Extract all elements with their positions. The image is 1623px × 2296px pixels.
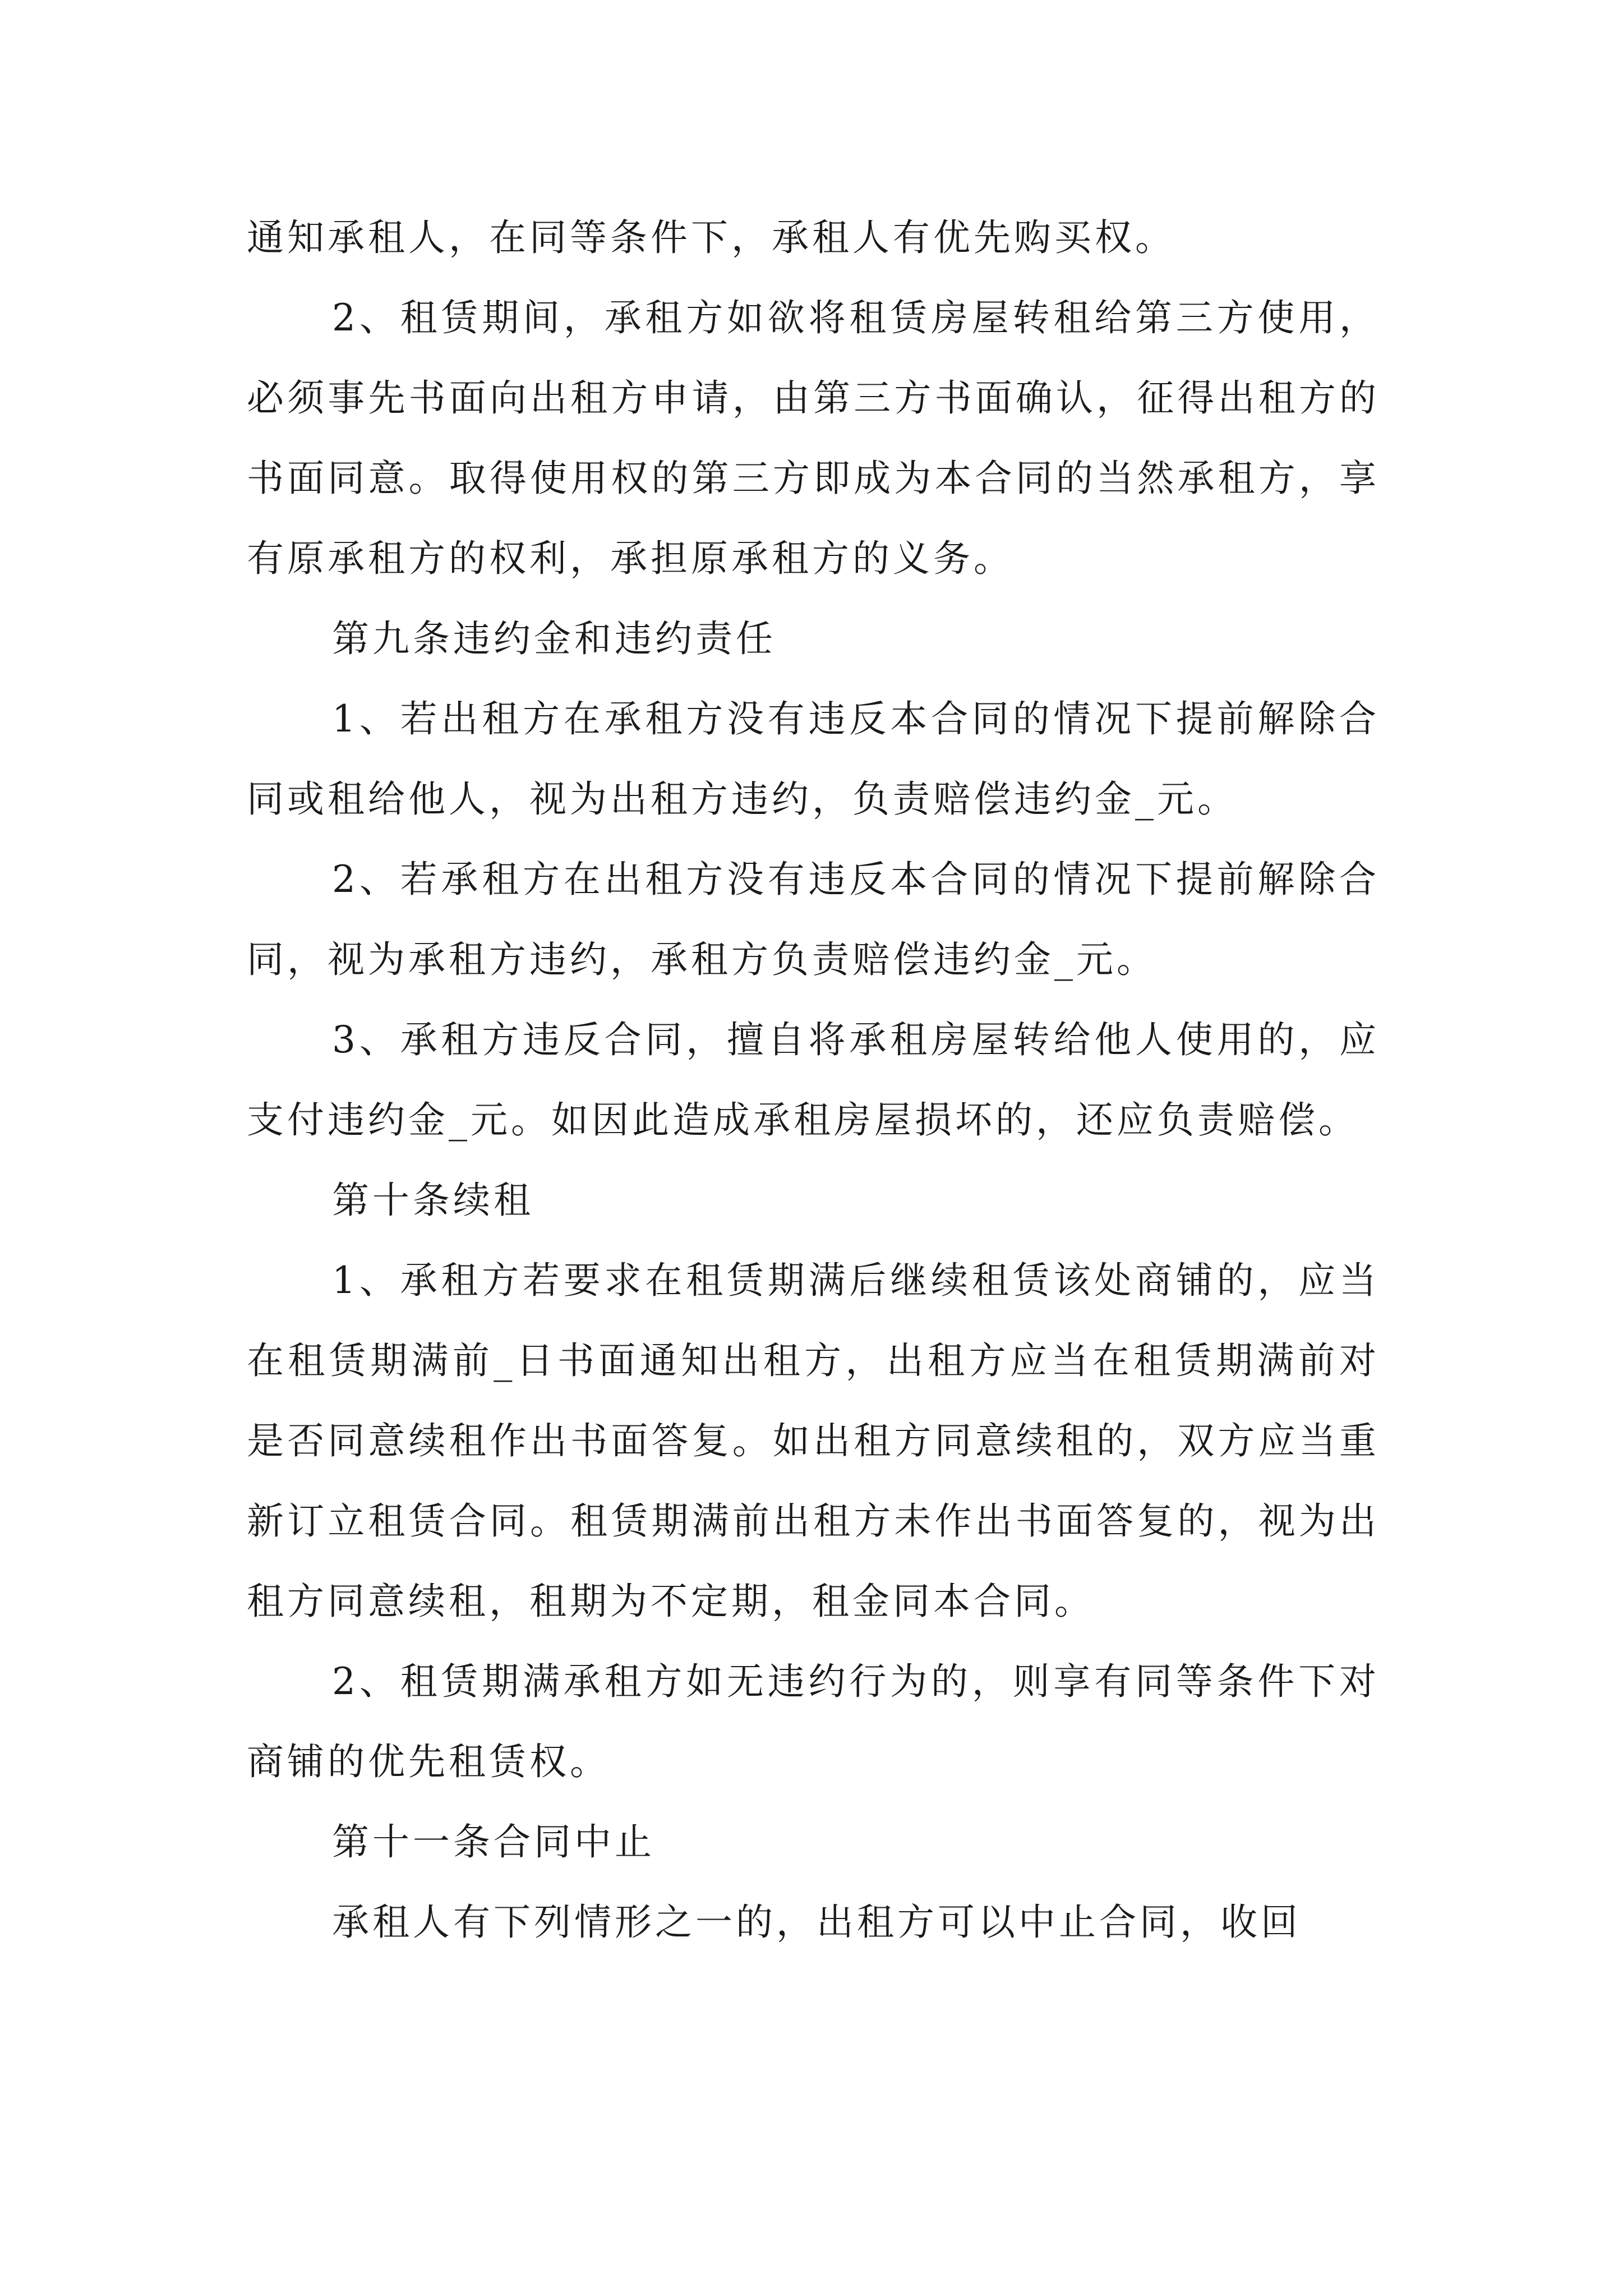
paragraph-11: 承租人有下列情形之一的，出租方可以中止合同，收回 — [332, 1901, 1301, 1944]
paragraph-6: 3、承租方违反合同，擅自将承租房屋转给他人使用的，应支付违约金_元。如因此造成承租房屋损坏的，还应负责赔偿。 — [247, 1018, 1380, 1142]
paragraph-1: 通知承租人，在同等条件下，承租人有优先购买权。 — [247, 216, 1175, 259]
paragraph-2: 2、租赁期间，承租方如欲将租赁房屋转租给第三方使用，必须事先书面向出租方申请，由第三方书面确认，征得出租方的书面同意。取得使用权的第三方即成为本合同的当然承租方，享有原承租方的权利，承担原承租方的义务。 — [247, 296, 1380, 580]
section-heading-article-9: 第九条违约金和违约责任 — [332, 617, 776, 660]
section-heading-article-10: 第十条续租 — [332, 1179, 534, 1222]
document-body — [247, 197, 1380, 1962]
paragraph-5: 2、若承租方在出租方没有违反本合同的情况下提前解除合同，视为承租方违约，承租方负责赔偿违约金_元。 — [247, 858, 1380, 981]
paragraph-8: 1、承租方若要求在租赁期满后继续租赁该处商铺的，应当在租赁期满前_日书面通知出租方，出租方应当在租赁期满前对是否同意续租作出书面答复。如出租方同意续租的，双方应当重新订立租赁合同。租赁期满前出租方未作出书面答复的，视为出租方同意续租，租期为不定期，租金同本合同。 — [247, 1259, 1380, 1623]
paragraph-4: 1、若出租方在承租方没有违反本合同的情况下提前解除合同或租给他人，视为出租方违约，负责赔偿违约金_元。 — [247, 697, 1380, 821]
paragraph-9: 2、租赁期满承租方如无违约行为的，则享有同等条件下对商铺的优先租赁权。 — [247, 1660, 1380, 1783]
section-heading-article-11: 第十一条合同中止 — [332, 1820, 655, 1864]
